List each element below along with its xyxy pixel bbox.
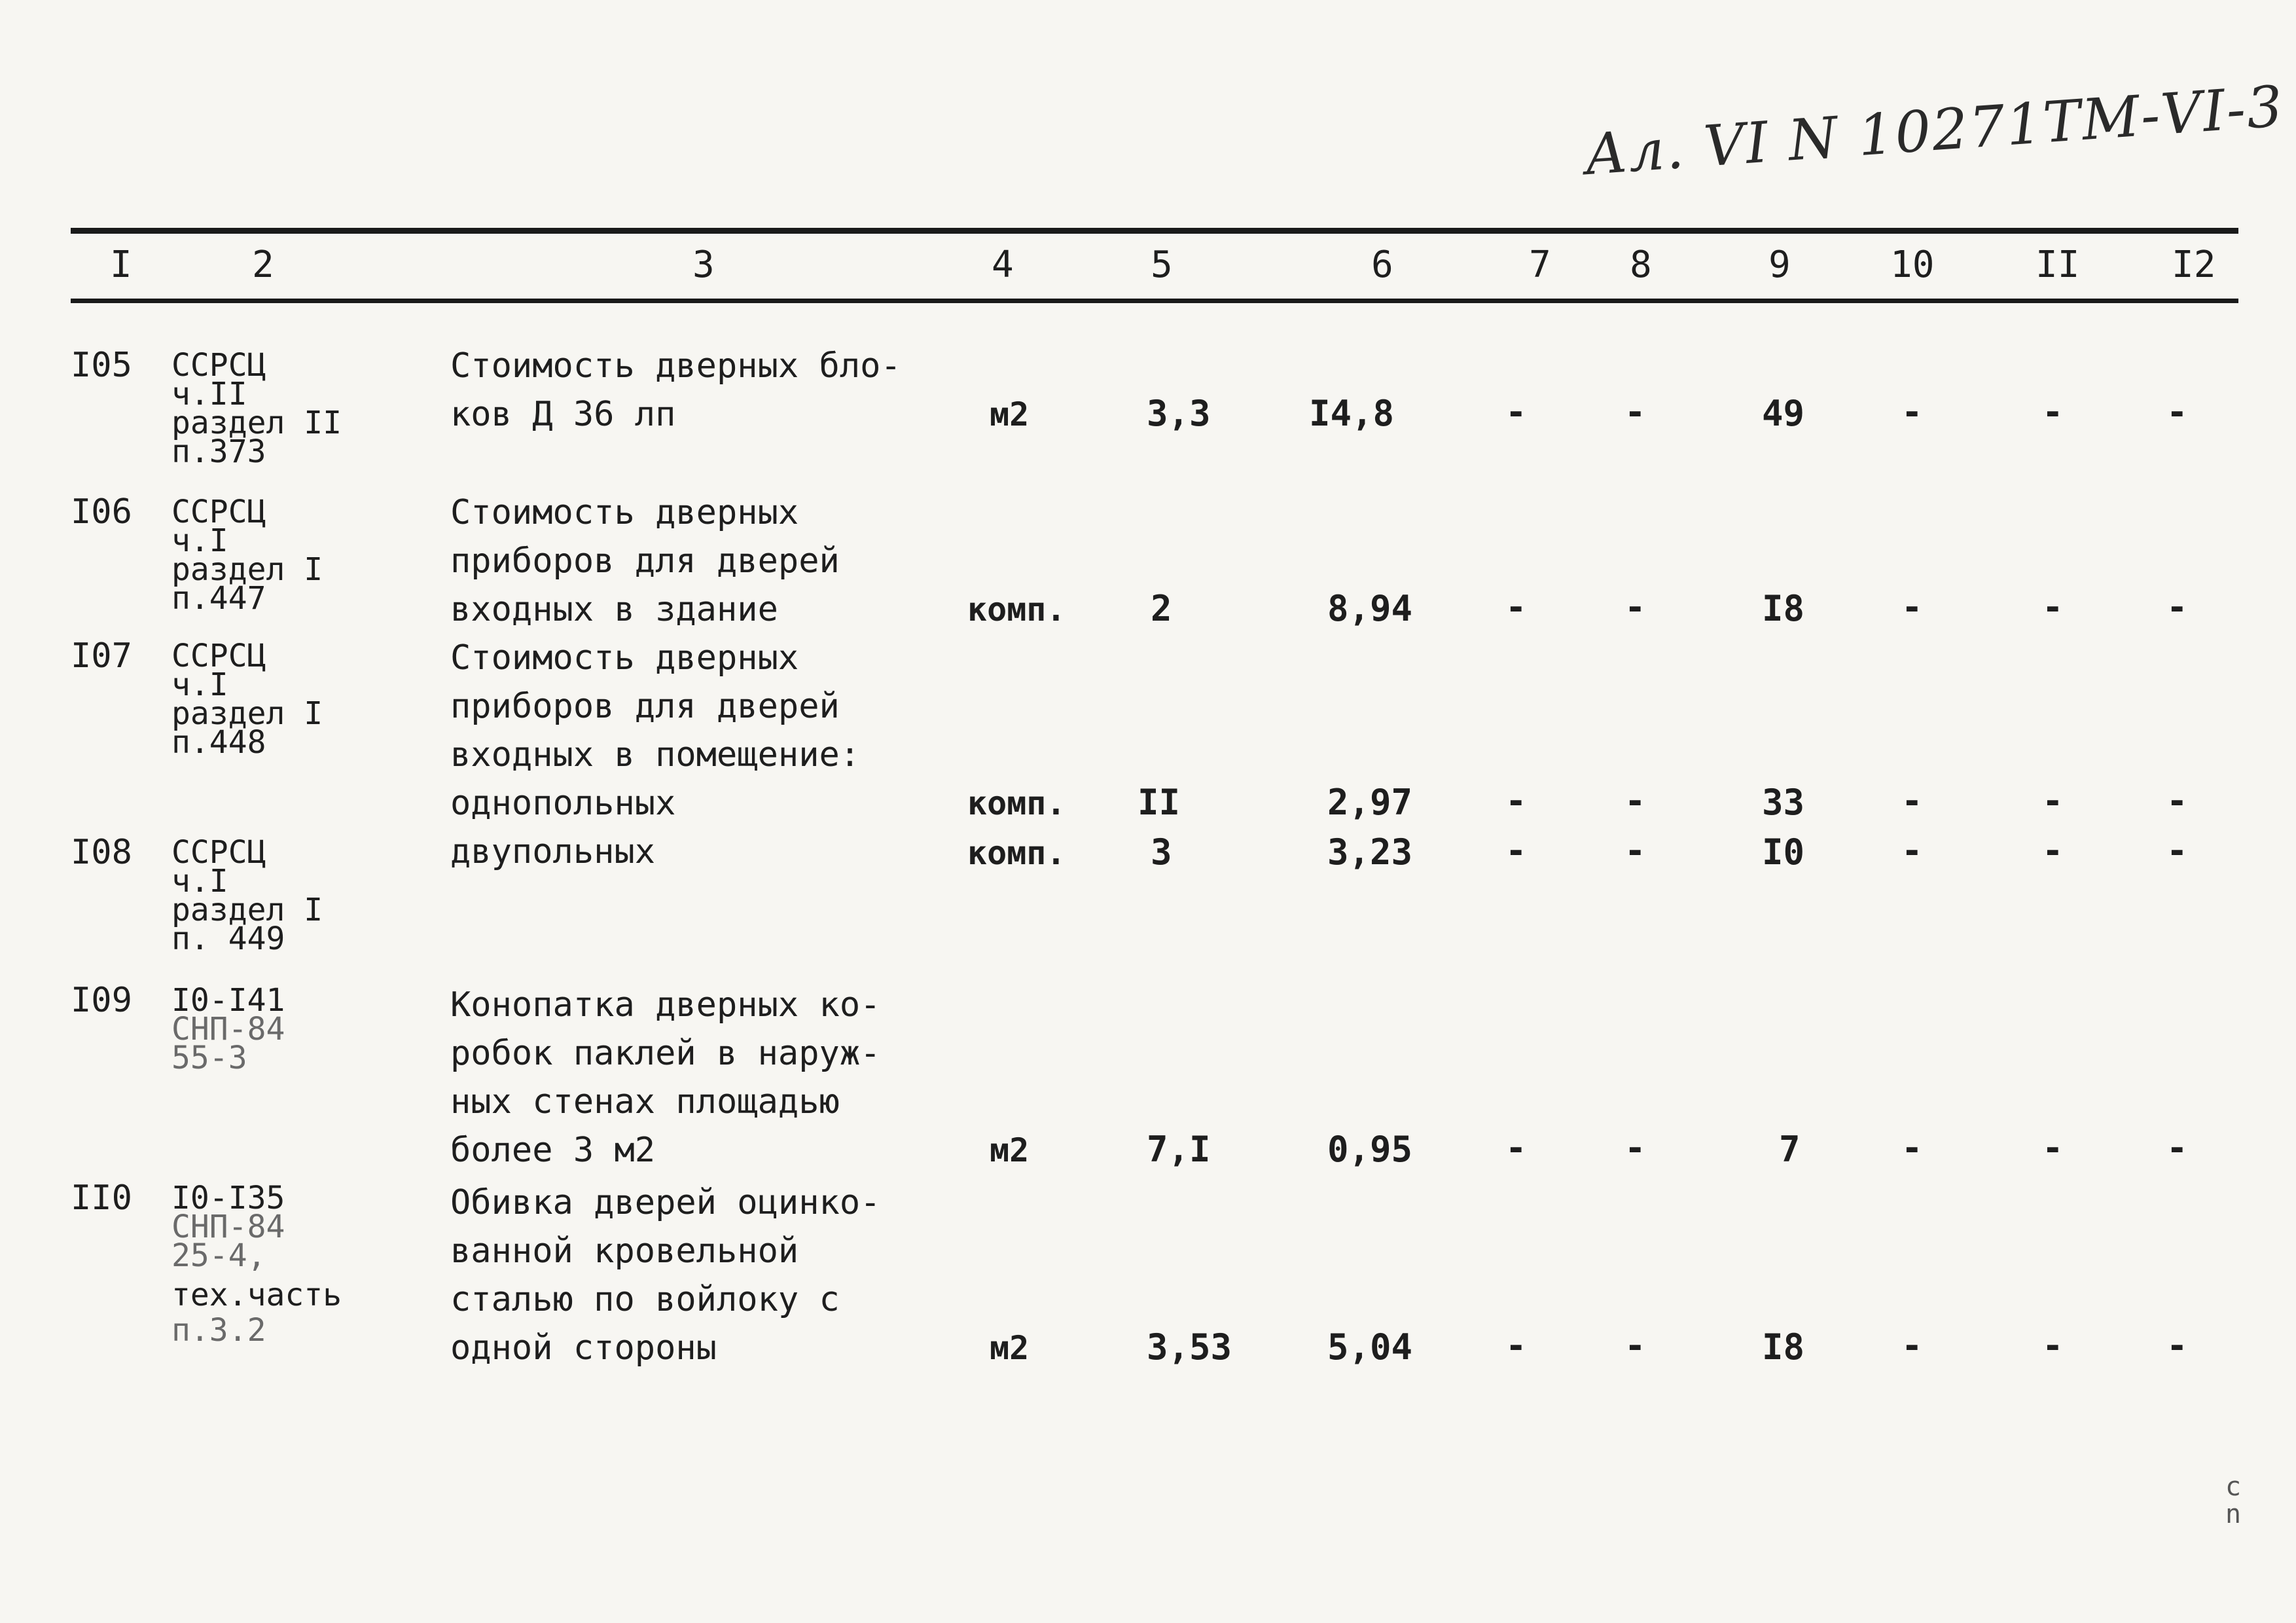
row-col10: - <box>1901 780 1923 822</box>
row-desc-line: входных в помещение: <box>450 735 861 775</box>
row-ref-line: ч.I <box>171 863 228 900</box>
row-number: I07 <box>71 636 132 676</box>
row-col12: - <box>2166 587 2188 628</box>
col-header-12: I2 <box>2172 244 2216 286</box>
row-ref-line: ССРСЦ <box>171 494 266 530</box>
row-desc-line: входных в здание <box>450 590 778 629</box>
row-col12: - <box>2166 780 2188 822</box>
row-col8: - <box>1624 392 1646 433</box>
row-col12: - <box>2166 392 2188 433</box>
row-col11: - <box>2042 780 2064 822</box>
row-ref-line: тех.часть <box>171 1277 342 1313</box>
row-ref-line: п.447 <box>171 580 266 617</box>
row-number: II0 <box>71 1178 132 1218</box>
header-rule <box>71 299 2238 303</box>
row-unit-price: 8,94 <box>1327 588 1413 629</box>
row-ref-line: ССРСЦ <box>171 834 266 871</box>
col-header-3: 3 <box>692 244 715 286</box>
col-header-6: 6 <box>1371 244 1393 286</box>
row-col12: - <box>2166 830 2188 871</box>
row-ref-line: ч.I <box>171 522 228 559</box>
row-total: 7 <box>1779 1129 1801 1170</box>
row-col10: - <box>1901 1127 1923 1169</box>
row-unit: м2 <box>990 395 1030 433</box>
row-total: I0 <box>1762 831 1805 873</box>
row-col7: - <box>1505 392 1527 433</box>
row-col8: - <box>1624 830 1646 871</box>
row-number: I09 <box>71 981 132 1020</box>
row-col10: - <box>1901 830 1923 871</box>
row-col7: - <box>1505 587 1527 628</box>
row-unit: комп. <box>967 784 1066 822</box>
row-unit: комп. <box>967 834 1066 872</box>
document-stamp: Ал. VI N 10271ТМ-VI-3 <box>1582 73 2286 189</box>
col-header-11: II <box>2036 244 2080 286</box>
row-ref-line: п.373 <box>171 433 266 470</box>
row-desc-line: Стоимость дверных <box>450 493 799 532</box>
row-col8: - <box>1624 587 1646 628</box>
col-header-10: 10 <box>1890 244 1935 286</box>
col-header-9: 9 <box>1768 244 1791 286</box>
row-desc-line: Обивка дверей оцинко- <box>450 1183 881 1222</box>
row-ref-line: I0-I41 <box>171 982 285 1019</box>
row-desc-line: двупольных <box>450 832 656 871</box>
row-ref-line: раздел II <box>171 405 342 441</box>
row-ref-line: п. 449 <box>171 921 285 957</box>
row-unit: комп. <box>967 591 1066 629</box>
col-header-5: 5 <box>1151 244 1173 286</box>
row-col11: - <box>2042 392 2064 433</box>
row-col10: - <box>1901 1325 1923 1366</box>
row-quantity: 2 <box>1151 588 1172 629</box>
row-col8: - <box>1624 1127 1646 1169</box>
row-ref-line: 25-4, <box>171 1237 266 1274</box>
row-col11: - <box>2042 1127 2064 1169</box>
row-total: 33 <box>1762 782 1805 823</box>
row-total: 49 <box>1762 393 1805 434</box>
row-quantity: 3,3 <box>1147 393 1211 434</box>
row-desc-line: ванной кровельной <box>450 1231 799 1271</box>
row-unit-price: I4,8 <box>1309 393 1395 434</box>
row-unit-price: 3,23 <box>1327 831 1413 873</box>
row-col8: - <box>1624 780 1646 822</box>
row-col11: - <box>2042 587 2064 628</box>
row-desc-line: Стоимость дверных бло- <box>450 346 901 386</box>
row-desc-line: приборов для дверей <box>450 541 840 581</box>
col-header-4: 4 <box>992 244 1014 286</box>
row-unit-price: 5,04 <box>1327 1326 1413 1368</box>
row-ref-line: раздел I <box>171 551 323 588</box>
row-number: I05 <box>71 346 132 385</box>
row-ref-line: I0-I35 <box>171 1180 285 1216</box>
row-desc-line: однопольных <box>450 784 676 823</box>
row-ref-line: п.448 <box>171 724 266 761</box>
row-desc-line: более 3 м2 <box>450 1131 656 1170</box>
row-ref-line: СНП-84 <box>171 1209 285 1245</box>
row-col7: - <box>1505 1325 1527 1366</box>
row-col11: - <box>2042 1325 2064 1366</box>
col-header-8: 8 <box>1630 244 1652 286</box>
row-quantity: II <box>1138 782 1181 823</box>
row-unit-price: 0,95 <box>1327 1129 1413 1170</box>
col-header-7: 7 <box>1529 244 1551 286</box>
row-col12: - <box>2166 1127 2188 1169</box>
row-ref-line: п.3.2 <box>171 1312 266 1349</box>
row-total: I8 <box>1762 588 1805 629</box>
col-header-2: 2 <box>252 244 274 286</box>
row-ref-line: ССРСЦ <box>171 638 266 674</box>
row-desc-line: ков Д 36 лп <box>450 395 676 434</box>
row-col7: - <box>1505 1127 1527 1169</box>
row-col11: - <box>2042 830 2064 871</box>
row-unit: м2 <box>990 1131 1030 1169</box>
row-col12: - <box>2166 1325 2188 1366</box>
row-desc-line: сталью по войлоку с <box>450 1280 840 1319</box>
row-ref-line: ч.II <box>171 376 247 412</box>
row-desc-line: Конопатка дверных ко- <box>450 985 881 1025</box>
row-col7: - <box>1505 780 1527 822</box>
row-ref-line: раздел I <box>171 695 323 732</box>
top-rule <box>71 228 2238 234</box>
row-quantity: 3,53 <box>1147 1326 1232 1368</box>
col-header-1: I <box>110 244 132 286</box>
row-col8: - <box>1624 1325 1646 1366</box>
row-ref-line: раздел I <box>171 892 323 928</box>
row-ref-line: ССРСЦ <box>171 347 266 384</box>
row-col10: - <box>1901 392 1923 433</box>
row-ref-line: СНП-84 <box>171 1011 285 1048</box>
row-unit-price: 2,97 <box>1327 782 1413 823</box>
row-desc-line: робок паклей в наруж- <box>450 1034 881 1073</box>
row-col10: - <box>1901 587 1923 628</box>
row-ref-line: 55-3 <box>171 1040 247 1076</box>
row-desc-line: Стоимость дверных <box>450 638 799 678</box>
row-quantity: 7,I <box>1147 1129 1211 1170</box>
row-desc-line: ных стенах площадью <box>450 1082 840 1122</box>
row-unit: м2 <box>990 1329 1030 1367</box>
row-desc-line: одной стороны <box>450 1328 717 1368</box>
row-desc-line: приборов для дверей <box>450 687 840 726</box>
row-number: I08 <box>71 833 132 872</box>
row-ref-line: ч.I <box>171 666 228 703</box>
row-total: I8 <box>1762 1326 1805 1368</box>
corner-mark: с n <box>2225 1472 2242 1529</box>
row-quantity: 3 <box>1151 831 1172 873</box>
row-number: I06 <box>71 492 132 532</box>
row-col7: - <box>1505 830 1527 871</box>
